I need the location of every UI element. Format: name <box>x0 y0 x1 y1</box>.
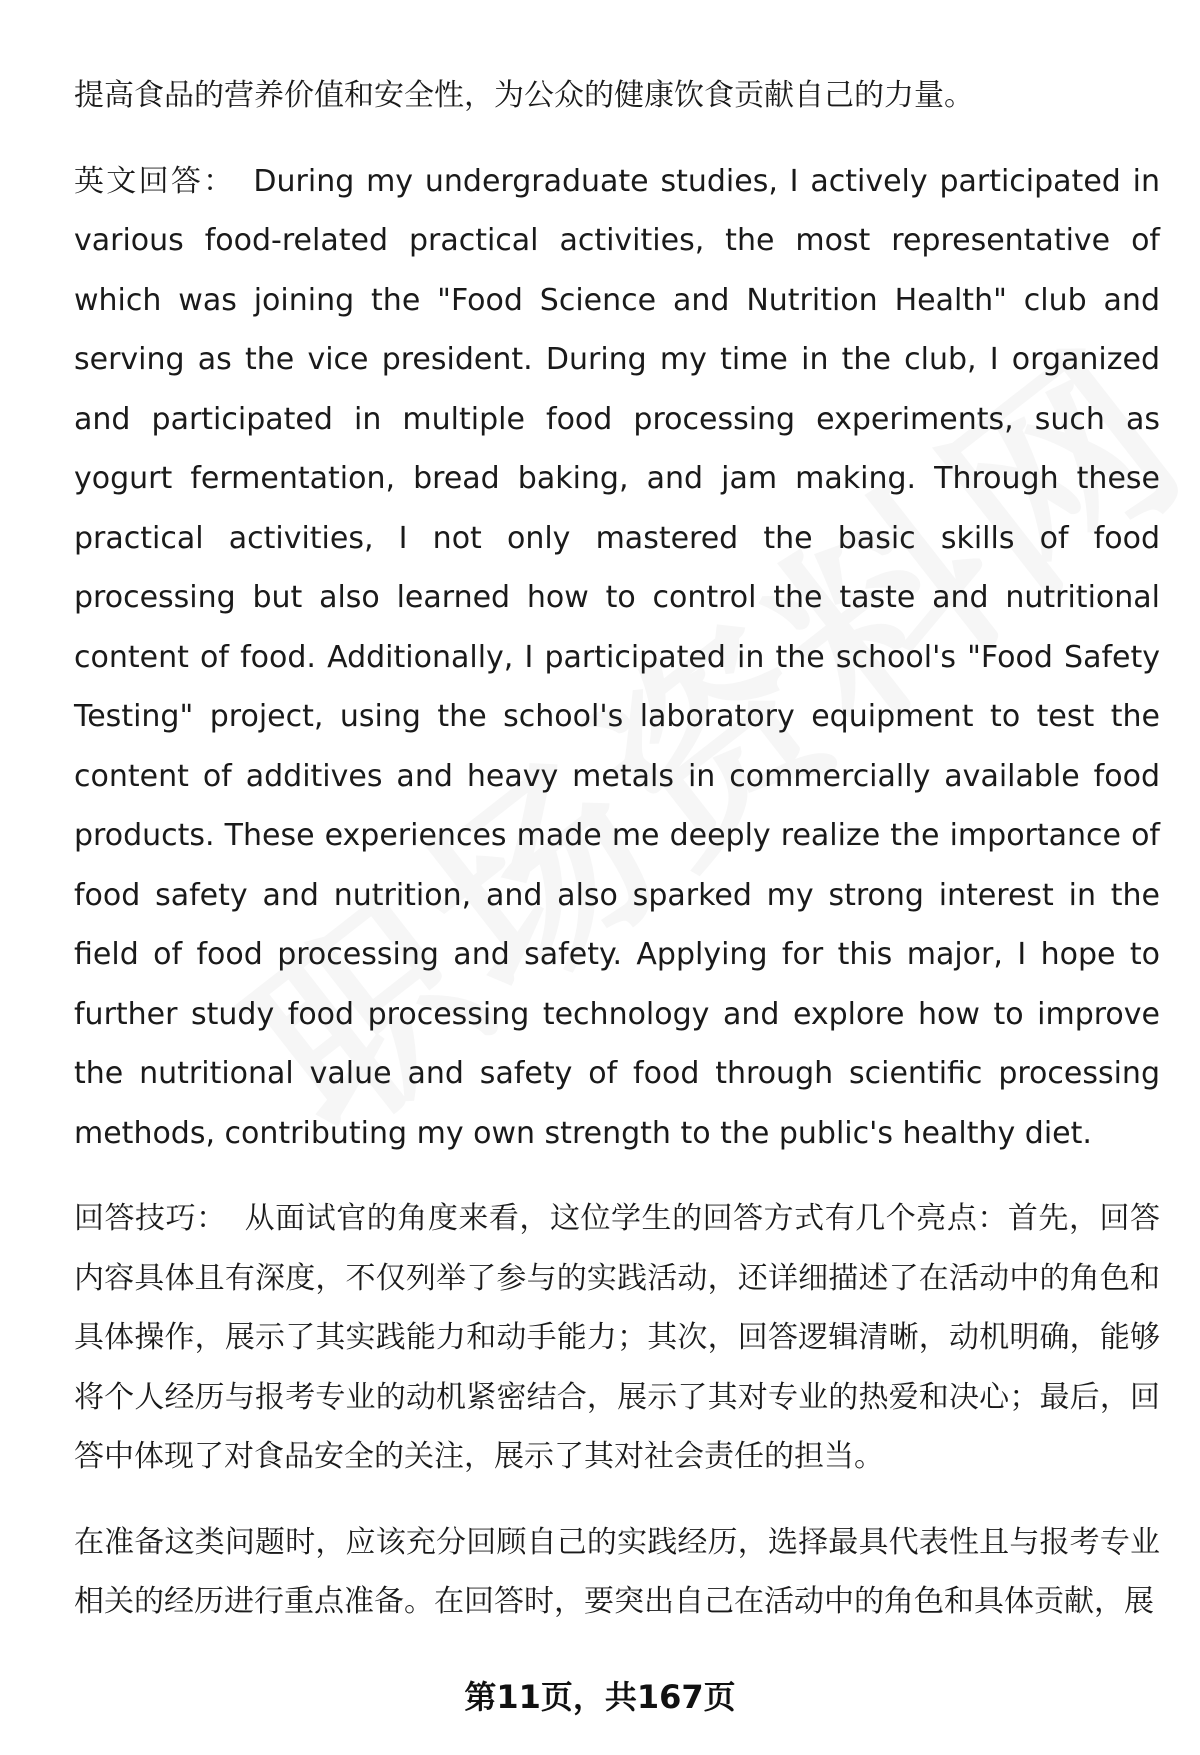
english-answer-label: 英文回答： <box>74 163 236 199</box>
tips-text: 从面试官的角度来看，这位学生的回答方式有几个亮点：首先，回答内容具体且有深度，不仅列举了参与的实践活动，还详细描述了在活动中的角色和具体操作，展示了其实践能力和动手能力；其次，回答逻辑清晰，动机明确，能够将个人经历与报考专业的动机紧密结合，展示了其对专业的热爱和决心；最后，回答中体现了对食品安全的关注，展示了其对社会责任的担当。 <box>74 1201 1161 1474</box>
english-answer-paragraph <box>74 152 1160 1164</box>
english-answer-text: During my undergraduate studies, I actively participated in various food-related practical activities, the most representative of which was joining the "Food Science and Nutrition Health" club and serving as the vice president. During my time in the club, I organized and participated in multiple food processing experiments, such as yogurt fermentation, bread baking, and jam making. Through these practical activities, I not only mastered the basic skills of food processing but also learned how to control the taste and nutritional content of food. Additionally, I participated in the school's "Food Safety Testing" project, using the school's laboratory equipment to test the content of additives and heavy metals in commercially available food products. These experiences made me deeply realize the importance of food safety and nutrition, and also sparked my strong interest in the field of food processing and safety. Applying for this major, I hope to further study food processing technology and explore how to improve the nutritional value and safety of food through scientific processing methods, contributing my own strength to the public's healthy diet. <box>74 163 1160 1151</box>
intro-tail-paragraph: 提高食品的营养价值和安全性，为公众的健康饮食贡献自己的力量。 <box>74 78 974 113</box>
document-page <box>74 66 1160 1658</box>
tips-label: 回答技巧： <box>74 1201 227 1236</box>
page-number: 第11页，共167页 <box>464 1678 736 1716</box>
prep-paragraph: 在准备这类问题时，应该充分回顾自己的实践经历，选择最具代表性且与报考专业相关的经历进行重点准备。在回答时，要突出自己在活动中的角色和具体贡献，展 <box>74 1524 1160 1619</box>
tips-paragraph <box>74 1189 1160 1487</box>
